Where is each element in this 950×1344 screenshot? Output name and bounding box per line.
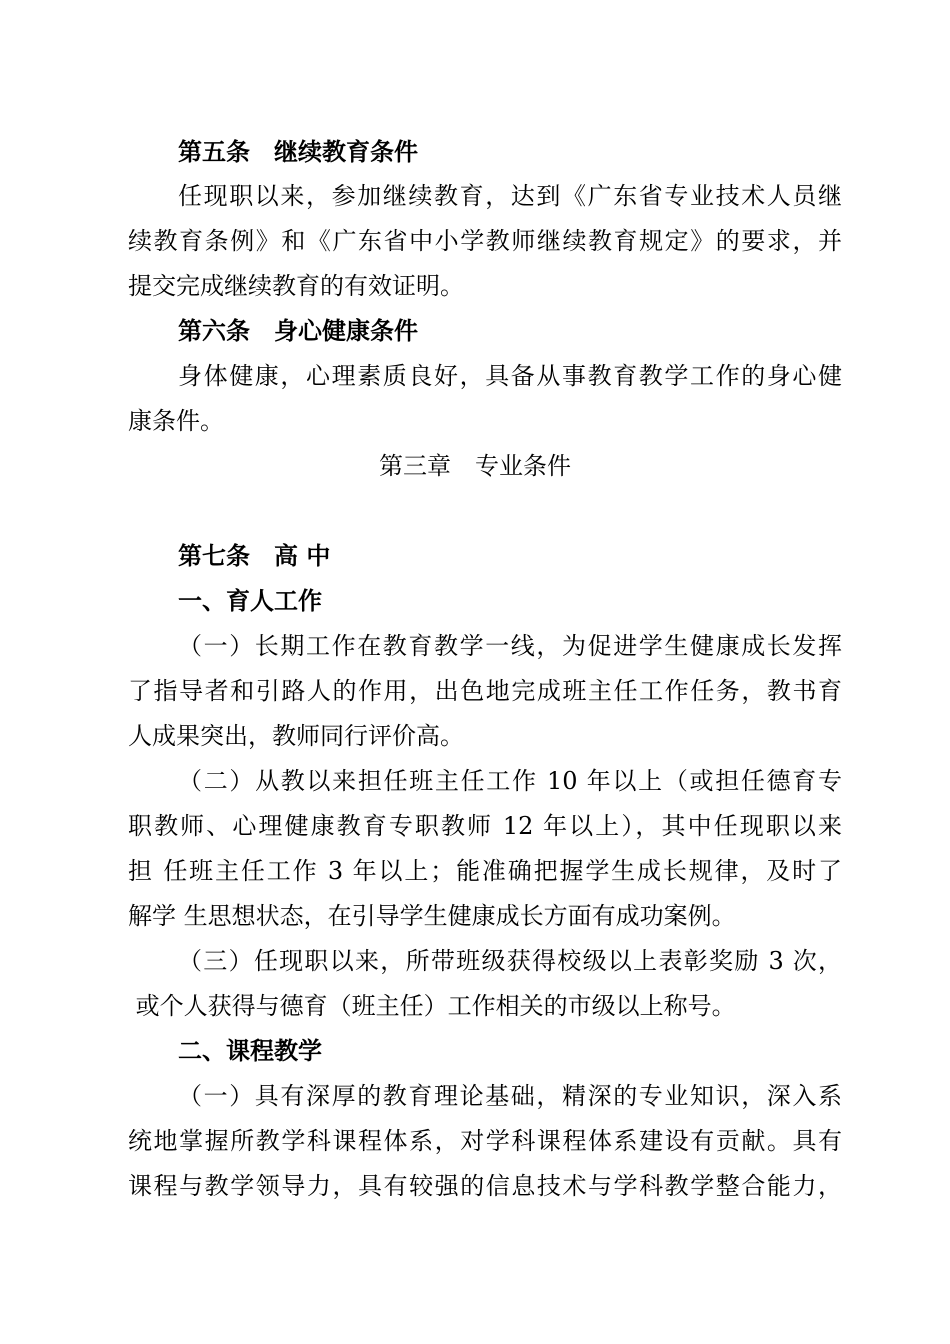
section-2-item-1-line-3: 课程与教学领导力，具有较强的信息技术与学科教学整合能力，: [128, 1172, 842, 1200]
section-1-item-1-line-1: （一）长期工作在教育教学一线，为促进学生健康成长发挥: [178, 632, 842, 660]
section-1-item-3-line-1: （三）任现职以来，所带班级获得校级以上表彰奖励 3 次，: [178, 947, 842, 975]
article-5-line-2: 续教育条例》和《广东省中小学教师继续教育规定》的要求，并: [128, 227, 842, 255]
section-1-item-2-line-3: 担 任班主任工作 3 年以上；能准确把握学生成长规律，及时了: [128, 857, 842, 885]
section-2-item-1-line-1: （一）具有深厚的教育理论基础，精深的专业知识，深入系: [178, 1082, 842, 1110]
article-6-line-1: 身体健康，心理素质良好，具备从事教育教学工作的身心健: [178, 362, 842, 390]
section-1-heading: 一、育人工作: [178, 587, 322, 615]
section-2-heading: 二、课程教学: [178, 1037, 322, 1065]
section-2-item-1-line-2: 统地掌握所教学科课程体系，对学科课程体系建设有贡献。具有: [128, 1127, 842, 1155]
section-1-item-3-line-2: 或个人获得与德育（班主任）工作相关的市级以上称号。: [128, 992, 736, 1020]
section-1-item-2-line-4: 解学 生思想状态，在引导学生健康成长方面有成功案例。: [128, 902, 736, 930]
article-5-line-3: 提交完成继续教育的有效证明。: [128, 272, 464, 300]
article-5-line-1: 任现职以来，参加继续教育，达到《广东省专业技术人员继: [178, 182, 842, 210]
article-5-heading: 第五条 继续教育条件: [178, 138, 418, 166]
section-1-item-2-line-1: （二）从教以来担任班主任工作 10 年以上（或担任德育专: [178, 767, 842, 795]
section-1-item-1-line-2: 了指导者和引路人的作用，出色地完成班主任工作任务，教书育: [128, 677, 842, 705]
article-6-heading: 第六条 身心健康条件: [178, 317, 418, 345]
article-7-heading: 第七条 高 中: [178, 542, 331, 570]
chapter-3-title: 第三章 专业条件: [379, 452, 571, 480]
section-1-item-1-line-3: 人成果突出，教师同行评价高。: [128, 722, 464, 750]
article-6-line-2: 康条件。: [128, 407, 224, 435]
section-1-item-2-line-2: 职教师、心理健康教育专职教师 12 年以上），其中任现职以来: [128, 812, 842, 840]
